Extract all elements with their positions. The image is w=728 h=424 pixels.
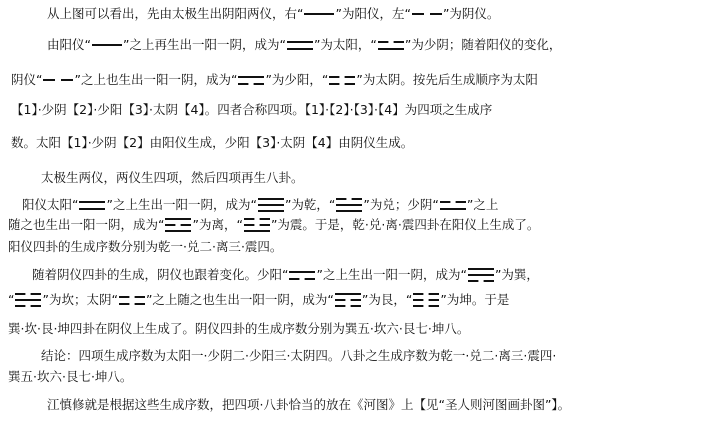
symbol-bar	[329, 83, 339, 85]
text-segment: “	[8, 292, 15, 307]
text-segment: ”为艮，“	[361, 292, 413, 307]
symbol-bar	[345, 83, 355, 85]
symbol-bar	[238, 83, 248, 85]
qian-symbol-icon	[258, 197, 284, 213]
symbol-bar	[135, 303, 145, 305]
symbol-bar	[135, 296, 145, 298]
symbol-bar	[119, 296, 129, 298]
symbol-bar	[429, 299, 439, 301]
symbol-bar	[413, 299, 423, 301]
text-segment: 随着阴仪四卦的生成，阴仪也跟着变化。少阳“	[32, 267, 289, 282]
symbol-bar	[260, 224, 270, 226]
text-segment: ”为阳仪，左“	[335, 6, 411, 21]
symbol-bar	[15, 299, 41, 301]
yin-symbol-icon	[43, 78, 73, 82]
text-segment: 阴仪“	[11, 72, 43, 87]
text-line	[11, 101, 492, 119]
symbol-bar	[165, 230, 191, 232]
symbol-bar	[335, 293, 361, 295]
text-line	[47, 396, 570, 414]
symbol-bar	[455, 201, 465, 203]
text-segment: ”为震。于是，乾·兑·离·震四卦在阳仪上生成了。	[270, 217, 540, 232]
text-line	[8, 320, 469, 338]
text-line	[41, 169, 304, 187]
shaoyin-symbol-icon	[378, 40, 404, 51]
symbol-bar	[79, 201, 105, 203]
symbol-bar	[15, 305, 25, 307]
symbol-bar	[429, 305, 439, 307]
yin-symbol-icon	[412, 12, 442, 16]
symbol-bar	[181, 224, 191, 226]
dui-symbol-icon	[336, 197, 362, 213]
text-segment: 阳仪四卦的生成序数分别为乾一·兑二·离三·震四。	[8, 239, 283, 254]
symbol-bar	[165, 224, 175, 226]
text-segment: ”为兑；少阴“	[363, 197, 439, 212]
text-segment: ”为少阳，“	[265, 72, 329, 87]
symbol-bar	[336, 204, 362, 206]
text-segment: ”之上生出一阳一阴，成为“	[316, 267, 467, 282]
symbol-bar	[289, 271, 315, 273]
symbol-bar	[258, 210, 284, 212]
symbol-bar	[244, 230, 270, 232]
symbol-bar	[429, 293, 439, 295]
shaoyang-symbol-icon	[289, 270, 315, 281]
symbol-bar	[287, 48, 313, 50]
symbol-bar	[287, 41, 313, 43]
symbol-bar	[119, 303, 129, 305]
text-segment: ”之上随之也生出一阳一阴，成为“	[145, 292, 334, 307]
shaoyin-symbol-icon	[440, 200, 466, 211]
symbol-bar	[345, 76, 355, 78]
symbol-bar	[244, 224, 254, 226]
text-segment: 由阳仪“	[47, 37, 91, 52]
symbol-bar	[254, 83, 264, 85]
gen-symbol-icon	[335, 292, 361, 308]
text-segment: 巽五·坎六·艮七·坤八。	[8, 369, 133, 384]
text-segment: 结论：四项生成序数为太阳一·少阴二·少阳三·太阴四。八卦之生成序数为乾一·兑二·离三·震四·	[41, 348, 557, 363]
text-segment: ”之上	[466, 197, 499, 212]
taiyang-symbol-icon	[79, 200, 105, 211]
text-segment: 阳仪太阳“	[22, 197, 79, 212]
text-line	[41, 347, 556, 365]
text-segment: 数。太阳【1】·少阴【2】由阳仪生成，少阳【3】·太阴【4】由阴仪生成。	[11, 135, 414, 150]
symbol-bar	[468, 274, 494, 276]
symbol-bar	[244, 218, 254, 220]
text-segment: ”为坤。于是	[440, 292, 510, 307]
text-segment: ”为坎；太阴“	[42, 292, 118, 307]
symbol-bar	[165, 218, 191, 220]
xun-symbol-icon	[468, 267, 494, 283]
symbol-bar	[430, 13, 442, 15]
symbol-bar	[304, 13, 334, 15]
taiyin-symbol-icon	[119, 295, 145, 306]
symbol-bar	[258, 204, 284, 206]
symbol-bar	[484, 280, 494, 282]
text-line	[8, 368, 132, 386]
symbol-bar	[393, 41, 403, 43]
yang-symbol-icon	[92, 43, 122, 47]
text-segment: ”为巽，	[494, 267, 539, 282]
symbol-bar	[413, 293, 423, 295]
text-segment: 太极生两仪，两仪生四项，然后四项再生八卦。	[41, 170, 304, 185]
symbol-bar	[61, 79, 73, 81]
zhen-symbol-icon	[244, 217, 270, 233]
text-segment: 随之也生出一阳一阴，成为“	[8, 217, 165, 232]
text-segment: ”为少阴；随着阳仪的变化，	[404, 37, 562, 52]
text-line	[11, 71, 538, 89]
symbol-bar	[468, 268, 494, 270]
text-segment: ”之上生出一阳一阴，成为“	[106, 197, 257, 212]
symbol-bar	[350, 305, 360, 307]
text-segment: ”为乾，“	[284, 197, 336, 212]
li-symbol-icon	[165, 217, 191, 233]
text-segment: ”之上再生出一阳一阴，成为“	[122, 37, 286, 52]
text-segment: ”为太阳，“	[313, 37, 377, 52]
symbol-bar	[336, 210, 362, 212]
taiyin-symbol-icon	[329, 75, 355, 86]
symbol-bar	[92, 44, 122, 46]
text-segment: ”之上也生出一阳一阴，成为“	[74, 72, 238, 87]
symbol-bar	[468, 280, 478, 282]
symbol-bar	[258, 198, 284, 200]
symbol-bar	[31, 305, 41, 307]
symbol-bar	[289, 278, 299, 280]
text-line	[22, 196, 498, 214]
text-segment: 巽·坎·艮·坤四卦在阴仪上生成了。阴仪四卦的生成序数分别为巽五·坎六·艮七·坤八。	[8, 321, 470, 336]
symbol-bar	[440, 208, 466, 210]
text-segment: ”为太阴。按先后生成顺序为太阳	[356, 72, 538, 87]
symbol-bar	[352, 198, 362, 200]
symbol-bar	[260, 218, 270, 220]
symbol-bar	[440, 201, 450, 203]
symbol-bar	[413, 305, 423, 307]
taiyang-symbol-icon	[287, 40, 313, 51]
text-segment: ”为离，“	[192, 217, 243, 232]
symbol-bar	[335, 299, 345, 301]
symbol-bar	[412, 13, 424, 15]
symbol-bar	[79, 208, 105, 210]
symbol-bar	[305, 278, 315, 280]
text-line	[8, 238, 282, 256]
text-segment: 从上图可以看出，先由太极生出阴阳两仪，右“	[47, 6, 304, 21]
text-segment: 【1】·少阴【2】·少阳【3】·太阴【4】。四者合称四项。【1】·【2】·【3】·【4】为四项之生成序	[11, 102, 493, 117]
symbol-bar	[378, 41, 388, 43]
text-line	[47, 36, 561, 54]
text-line	[8, 216, 539, 234]
symbol-bar	[350, 299, 360, 301]
symbol-bar	[43, 79, 55, 81]
symbol-bar	[335, 305, 345, 307]
symbol-bar	[15, 293, 25, 295]
text-segment: 江慎修就是根据这些生成序数，把四项·八卦恰当的放在《河图》上【见“圣人则河图画卦图”】。	[47, 397, 571, 412]
symbol-bar	[238, 76, 264, 78]
symbol-bar	[329, 76, 339, 78]
symbol-bar	[31, 293, 41, 295]
text-line	[11, 134, 413, 152]
text-line	[8, 291, 509, 309]
kan-symbol-icon	[15, 292, 41, 308]
text-segment: ”为阴仪。	[442, 6, 500, 21]
symbol-bar	[336, 198, 346, 200]
text-line	[47, 5, 499, 23]
shaoyang-symbol-icon	[238, 75, 264, 86]
yang-symbol-icon	[304, 12, 334, 16]
symbol-bar	[378, 48, 404, 50]
text-line	[32, 266, 539, 284]
kun-symbol-icon	[413, 292, 439, 308]
